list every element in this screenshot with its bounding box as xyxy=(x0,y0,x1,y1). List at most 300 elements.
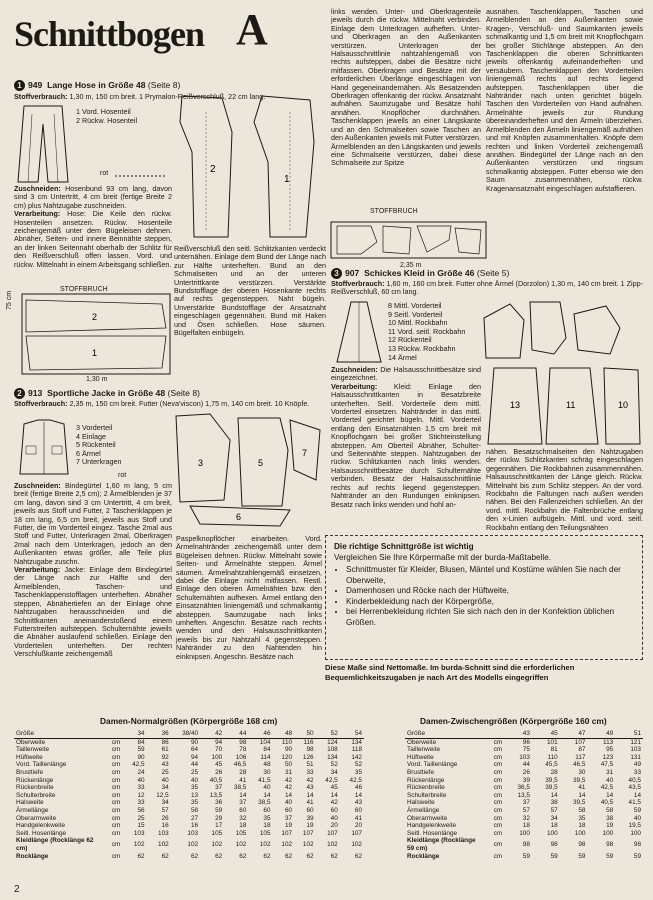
size-value: cm xyxy=(111,738,121,746)
size-value: cm xyxy=(111,753,121,761)
svg-text:3: 3 xyxy=(198,458,204,468)
size-value: 75 xyxy=(522,746,530,754)
size-measure-label: Rückenlänge xyxy=(16,776,54,784)
size-header-row xyxy=(14,730,364,738)
size-value: 59 xyxy=(550,852,558,860)
size-value: 40 xyxy=(263,784,271,792)
layout-width-949: 1,30 m xyxy=(86,376,108,383)
size-value: 110 xyxy=(547,753,558,761)
size-value: 19 xyxy=(606,822,614,830)
size-value: 60 xyxy=(284,806,293,814)
tip-intro: Vergleichen Sie Ihre Körpermaße mit der burda-Maßtabelle. xyxy=(334,552,552,562)
size-value: 43 xyxy=(306,784,314,792)
size-row xyxy=(405,769,643,777)
size-value: 41 xyxy=(239,776,247,784)
size-value: 32 xyxy=(239,814,247,822)
size-measure-label: Kleidlänge (Rocklänge 62 cm) xyxy=(16,837,94,852)
svg-text:11: 11 xyxy=(566,400,576,410)
size-value: 87 xyxy=(578,746,586,754)
size-value: 43 xyxy=(354,799,362,807)
size-value: 14 xyxy=(239,791,247,799)
size-header-cell: 54 xyxy=(340,730,364,738)
section-949-parts: 1 Vord. Hosenteil 2 Rückw. Hosenteil xyxy=(76,107,138,125)
size-value: 39 xyxy=(522,776,530,784)
size-value: cm xyxy=(493,791,503,799)
tip-item: • bei Herrenbekleidung richten Sie sich nach den in der Konfektion üblichen Größen. xyxy=(346,607,634,628)
size-value: cm xyxy=(111,799,121,807)
size-value: 42,5 xyxy=(349,776,362,784)
size-value: 35 xyxy=(263,814,271,822)
size-value: 98 xyxy=(633,841,641,849)
size-value: 48 xyxy=(263,761,271,769)
size-value: 37 xyxy=(215,784,223,792)
size-value: 98 xyxy=(550,841,558,849)
size-value: 25 xyxy=(190,768,199,776)
size-measure-label: Hüftweite xyxy=(16,753,43,761)
size-value: 41,5 xyxy=(258,776,271,784)
size-value: 110 xyxy=(281,738,293,746)
size-row xyxy=(405,830,643,838)
between-sizes-title: Damen-Zwischengrößen (Körpergröße 160 cm) xyxy=(420,716,607,726)
size-value: 40 xyxy=(161,776,169,784)
net-measure-note: Diese Maße sind Nettomaße. Im burda-Schnitt sind die erforderlichen Bequemlichkeitszugaben je nach Art des Modells eingegriffen xyxy=(325,663,575,682)
page-number: 2 xyxy=(14,884,20,895)
size-value: cm xyxy=(111,852,121,860)
size-header-cell: Größe xyxy=(405,730,483,738)
size-value: 98 xyxy=(239,738,247,746)
size-value: cm xyxy=(111,768,121,776)
svg-text:5: 5 xyxy=(258,458,264,468)
size-value: 123 xyxy=(602,753,614,761)
size-value: 40 xyxy=(633,814,641,822)
size-value: 124 xyxy=(327,738,338,746)
size-value: 51 xyxy=(306,761,314,769)
section-949-cutting: Zuschneiden: Hosenbund 93 cm lang, davon sind 3 cm Untertritt, 4 cm breit (fertige Breite 2 cm) plus Nahtzugabe zuschneiden. Verarbeitung: Hose: Die Keile den rückw. Hosenteilen ansetzen. Rückw. Hosenteile zeichengemäß unter dem Bügeleisen dehnen. Abnäher, Seiten- und innere Beinnähte steppen, an der linken Seitennaht oberhalb der Schlitz für den Reißverschluß offen lassen. Vord. und rückw. Mittelnaht in einem Arbeitsgang schließen. xyxy=(14,184,173,269)
size-header-cell: 48 xyxy=(273,730,295,738)
svg-text:13: 13 xyxy=(510,400,521,410)
size-value: 13,5 xyxy=(517,791,530,799)
size-value: cm xyxy=(493,852,503,860)
size-value: 102 xyxy=(302,841,314,849)
size-value: 36,5 xyxy=(517,784,530,792)
size-value: 100 xyxy=(519,829,530,837)
size-measure-label: Schulterbreite xyxy=(407,791,447,799)
size-row xyxy=(405,792,643,800)
size-measure-label: Rocklänge xyxy=(407,852,440,860)
size-row xyxy=(14,807,364,815)
size-value: 40 xyxy=(190,776,199,784)
size-value: 14 xyxy=(263,791,271,799)
size-value: 28 xyxy=(550,768,558,776)
size-header-cell: 45 xyxy=(532,730,560,738)
size-header-cell xyxy=(104,730,122,738)
size-measure-label: Ärmellänge xyxy=(407,806,440,814)
size-value: 28 xyxy=(239,768,247,776)
section-913-heading: 2 913 Sportliche Jacke in Größe 48 (Seite 8) xyxy=(14,388,324,399)
between-sizes-table xyxy=(405,730,643,860)
size-value: 103 xyxy=(158,829,169,837)
size-value: 108 xyxy=(327,746,338,754)
sheet-letter: A xyxy=(236,5,268,54)
tip-list xyxy=(334,565,634,628)
size-value: 102 xyxy=(133,841,145,849)
size-row xyxy=(14,830,364,838)
size-value: 40,5 xyxy=(209,776,223,784)
section-949-continued: Reißverschluß den seitl. Schlitzkanten verdeckt unternähen. Einlage dem Bund der Länge nach zur Hälfte unterheften. Bund an den Schmalseiten und an der unteren Untertrittkante verstürzen. Verstärkte Bundstofflage der oberen Hosenkante rechts auf rechts gegensteppen. Naht bügeln. Unverstärkte Bundstofflage der Ansatznaht eingeschlagen gegennähen. Bund mit Haken und Ösen schließen. Hose säumen. Bügelfalten einbügeln. xyxy=(174,244,326,338)
size-value: 58 xyxy=(606,806,614,814)
size-value: 103 xyxy=(630,746,641,754)
size-value: 24 xyxy=(137,768,145,776)
size-measure-label: Taillenweite xyxy=(407,746,441,754)
size-value: 40 xyxy=(330,814,338,822)
size-row xyxy=(405,738,643,746)
size-measure-label: Ärmellänge xyxy=(16,806,49,814)
svg-text:10: 10 xyxy=(618,400,629,410)
size-value: cm xyxy=(111,791,121,799)
svg-text:1: 1 xyxy=(92,348,98,358)
size-value: 14 xyxy=(284,791,293,799)
size-header-cell: 50 xyxy=(294,730,316,738)
size-value: cm xyxy=(493,841,503,849)
size-value: 94 xyxy=(190,753,199,761)
size-header-cell: Größe xyxy=(14,730,104,738)
size-value: cm xyxy=(493,738,503,746)
size-value: cm xyxy=(111,822,121,830)
size-row xyxy=(14,822,364,830)
size-header-cell: 47 xyxy=(560,730,588,738)
size-value: 59 xyxy=(215,806,223,814)
size-value: 142 xyxy=(351,753,362,761)
column-b-text: links wenden. Unter- und Oberkragenteile jeweils durch die rückw. Mittelnaht verbinden. Einlage dem Unterkragen aufheften. Unter- und Oberkragen an den Außenkanten verstürzen. Unterkragen der Halsausschnittlinie nahtzahlengemäß von rechts aufsteppen, dabei die Besätze nicht mitfassen. Oberkragen und Besätze mit der erforderlichen Überlänge eingeschlagen von Hand gegeneinandernähen. Als Besatzenden Oberkragen offenkantig der rückw. Ansatznaht aufnähen. Saumzugabe und Besätze hohl annähen. Knopflöcher durchnähen. Taschenklappen jeweils an einer Längskante und an den Schmalseiten sowie Taschen an den Außenkanten jeweils mit Futter verstürzen. Ärmelblenden an den Längskanten und jeweils eine Schmalseite verstürzen, dabei diese Schmalseite zur Spitze xyxy=(331,7,481,168)
size-value: 46 xyxy=(354,784,362,792)
size-value: 16 xyxy=(190,822,199,830)
size-value: 113 xyxy=(603,738,614,746)
size-value: 40 xyxy=(284,799,293,807)
size-value: 90 xyxy=(284,746,293,754)
size-value: 38 xyxy=(550,799,558,807)
tip-item: • Damenhosen und Röcke nach der Hüftweite, xyxy=(346,586,634,597)
size-value: 38,5 xyxy=(233,784,247,792)
size-value: 14 xyxy=(550,791,558,799)
size-value: 40,5 xyxy=(628,776,641,784)
size-header-cell: 44 xyxy=(224,730,248,738)
size-value: cm xyxy=(493,776,503,784)
size-row xyxy=(405,853,643,861)
size-value: 100 xyxy=(547,829,558,837)
size-value: 40,5 xyxy=(600,799,614,807)
size-value: 33 xyxy=(137,799,145,807)
size-measure-label: Brusttiefe xyxy=(407,768,434,776)
size-value: 25 xyxy=(161,768,169,776)
trouser-pattern-pieces xyxy=(172,92,322,242)
size-value: 19 xyxy=(284,822,293,830)
size-value: 120 xyxy=(281,753,293,761)
size-measure-label: Handgelenkweite xyxy=(407,822,457,830)
dress-sketch xyxy=(333,300,385,364)
size-value: 78 xyxy=(239,746,247,754)
size-value: 94 xyxy=(215,738,223,746)
size-measure-label: Oberweite xyxy=(407,738,437,746)
size-header-cell: 51 xyxy=(615,730,643,738)
size-value: 98 xyxy=(606,841,614,849)
size-value: 37 xyxy=(522,799,530,807)
size-measure-label: Handgelenkweite xyxy=(16,822,66,830)
size-measure-label: Vord. Taillenlänge xyxy=(407,761,458,769)
size-value: 60 xyxy=(354,806,362,814)
size-value: cm xyxy=(111,761,121,769)
size-value: 60 xyxy=(263,806,271,814)
size-value: 57 xyxy=(550,806,558,814)
size-header-cell: 36 xyxy=(147,730,171,738)
size-value: 107 xyxy=(574,738,586,746)
size-value: 59 xyxy=(137,746,145,754)
size-value: 105 xyxy=(235,829,247,837)
size-value: 39,5 xyxy=(572,776,586,784)
size-value: 35 xyxy=(354,768,362,776)
column-c-text: ausnähen. Taschenklappen, Taschen und Ärmelblenden an den Außenkanten sowie Kragen-, Verschluß- und Saumkanten jeweils schmalkantig und 1,5 cm breit mit Knopflochgarn bei großer Stichlänge absteppen. An den Taschenklappen die oberen Schnittkanten jeweils offenkantig aufeinanderheften und versäubern. Taschenklappen den Vorderteilen liniengemäß rechts auf rechts liegend aufsteppen. Taschenklappen über die Nahtränder nach unten gerichtet bügeln. Taschen den Vorderteilen von Hand aufnähen. Ärmelnähte jeweils zur Rundung übereinanderheften und den Ärmeln überziehen. Ärmelblenden den Ärmeln liniengemäß aufnähen und mit Knöpfen zusammenhalten. Knöpfe dem rechten und linken Vorderteil zeichengemäß annähen. Bindegürtel der Länge nach an den Außenkanten verstürzen und ringsum schmalkantig absteppen. Futter ebenso wie den Saum zusammennähen, rückw. Kragenansatznaht eingeschlagen aufstaffieren. xyxy=(486,7,643,193)
tip-item: • Kinderbekleidung nach der Körpergröße, xyxy=(346,597,634,608)
size-measure-label: Oberarmweite xyxy=(407,814,448,822)
size-value: cm xyxy=(493,753,503,761)
section-907-cutting: Zuschneiden: Die Halsausschnittbesätze sind eingezeichnet. Verarbeitung: Kleid: Einlage den Halsausschnittkanten in Besatzbreite unterheften. Seitl. Vorderteile dem mittl. Vorderteil einsetzen. Nahtränder in das mittl. Vorderteil gerichtet bügeln. Mittl. Vorderteil entlang den Einsatznähten 1,5 cm breit mit Knopflochgarn bei großer Stichteinstellung absteppen. Am Oberteil Abnäher, Schulter- und Seitennähte steppen. Nahtzugaben der rückw. Schlitzkanten nach links wenden. Halsausschnittbesätze durch Schulternähte verbinden. Besatz der Halsausschnittlinie rechts auf rechts liegend gegensteppen. Nahtränder an den Rundungen einknipsen. Besatz nach links wenden und hohl an- xyxy=(331,365,481,509)
size-measure-label: Halsweite xyxy=(16,799,44,807)
size-row xyxy=(405,815,643,823)
size-value: 102 xyxy=(259,841,271,849)
size-value: 98 xyxy=(578,841,586,849)
size-value: 104 xyxy=(259,738,271,746)
size-value: 41 xyxy=(578,784,586,792)
size-value: 46,5 xyxy=(233,761,247,769)
size-value: cm xyxy=(111,806,121,814)
section-949-fabric: Stoffverbrauch: 1,30 m, 150 cm breit. 1 Prymalon-Reißverschluß, 22 cm lang. xyxy=(14,92,266,101)
size-value: 18 xyxy=(522,822,530,830)
size-value: 101 xyxy=(547,738,558,746)
size-value: 86 xyxy=(161,738,169,746)
rot-line xyxy=(115,174,165,178)
size-value: 107 xyxy=(302,829,314,837)
size-value: 18 xyxy=(239,822,247,830)
size-value: 103 xyxy=(133,829,145,837)
size-value: 61 xyxy=(161,746,169,754)
section-913-parts: 3 Vorderteil 4 Einlage 5 Rückenteil 6 Ärmel 7 Unterkragen xyxy=(76,423,122,467)
size-value: 42 xyxy=(284,776,293,784)
size-value: 102 xyxy=(158,841,169,849)
size-measure-label: Brusttiefe xyxy=(16,768,43,776)
size-value: 44 xyxy=(190,761,199,769)
size-value: 16 xyxy=(161,822,169,830)
size-value: 59 xyxy=(606,852,614,860)
size-header-cell: 43 xyxy=(504,730,532,738)
size-value: 27 xyxy=(190,814,199,822)
size-value: 34 xyxy=(550,814,558,822)
size-header-cell: 34 xyxy=(122,730,146,738)
size-row xyxy=(14,754,364,762)
size-value: 100 xyxy=(630,829,641,837)
size-value: 43 xyxy=(161,761,169,769)
size-value: 98 xyxy=(306,746,314,754)
size-value: 41,5 xyxy=(628,799,641,807)
size-value: 14 xyxy=(606,791,614,799)
size-measure-label: Hüftweite xyxy=(407,753,434,761)
size-value: 107 xyxy=(327,829,338,837)
size-value: 14 xyxy=(306,791,314,799)
size-value: 70 xyxy=(215,746,223,754)
size-value: cm xyxy=(493,761,503,769)
size-value: 34 xyxy=(161,799,169,807)
size-value: 33 xyxy=(137,784,145,792)
size-row xyxy=(14,853,364,861)
size-value: 126 xyxy=(302,753,314,761)
svg-text:6: 6 xyxy=(236,512,242,522)
size-value: 15 xyxy=(137,822,145,830)
size-header-cell xyxy=(483,730,504,738)
layout-diagram-913 xyxy=(331,222,486,262)
size-value: 34 xyxy=(330,768,338,776)
size-value: 58 xyxy=(578,806,586,814)
size-value: 105 xyxy=(211,829,223,837)
size-value: cm xyxy=(111,776,121,784)
size-row xyxy=(14,746,364,754)
size-value: 62 xyxy=(239,852,247,860)
size-value: 20 xyxy=(354,822,362,830)
normal-sizes-title: Damen-Normalgrößen (Körpergröße 168 cm) xyxy=(100,716,278,726)
size-value: 50 xyxy=(284,761,293,769)
trousers-sketch xyxy=(16,104,71,184)
size-measure-label: Rückenlänge xyxy=(407,776,445,784)
size-value: 45,5 xyxy=(545,761,558,769)
size-value: 46,5 xyxy=(572,761,586,769)
size-measure-label: Taillenweite xyxy=(16,746,50,754)
size-value: 29 xyxy=(215,814,223,822)
section-913-fabric: Stoffverbrauch: 2,35 m, 150 cm breit. Futter (Neva'viscon) 1,75 m, 140 cm breit. 10 Knöpfe. xyxy=(14,399,310,408)
size-value: 41 xyxy=(306,799,314,807)
size-header-row xyxy=(405,730,643,738)
column-d-text: nähen. Besatzschmalseiten den Nahtzugaben der rückw. Schlitzkanten schräg eingeschlagen gegennähen. Die Rockbahnen zusammennähen. Halsausschnittkanten der Länge gleich. Rückw. Mittelnaht bis zum Schlitz steppen. An der vord. Rockbahn die Faltungen nach außen wenden nähen. Bei den Fallenzeichen schließen. An der vord. mittl. Rockbahn die Faltenbrüche entlang den x-Linien aufbügeln. Mittl. und vord. seitl. Rockbahn entlang den Teilungsnähten xyxy=(486,447,643,532)
size-value: 19 xyxy=(306,822,314,830)
size-value: 12,5 xyxy=(156,791,169,799)
size-value: 45 xyxy=(330,784,338,792)
size-value: 114 xyxy=(260,753,271,761)
size-value: 39,5 xyxy=(545,776,558,784)
layout-width-907: 2,35 m xyxy=(400,262,422,269)
size-value: 102 xyxy=(327,841,338,849)
tip-item: • Schnittmuster für Kleider, Blusen, Mäntel und Kostüme wählen Sie nach der Oberweite, xyxy=(346,565,634,586)
size-value: 14 xyxy=(354,791,362,799)
size-value: cm xyxy=(493,768,503,776)
layout-diagram-949 xyxy=(22,294,170,382)
size-value: cm xyxy=(493,814,503,822)
size-value: 36 xyxy=(215,799,223,807)
size-value: 62 xyxy=(215,852,223,860)
size-value: 44 xyxy=(522,761,530,769)
size-value: cm xyxy=(493,806,503,814)
size-value: cm xyxy=(111,746,121,754)
size-value: 102 xyxy=(235,841,247,849)
size-value: 42 xyxy=(284,784,293,792)
size-value: 57 xyxy=(161,806,169,814)
size-value: 100 xyxy=(211,753,223,761)
size-value: 39,5 xyxy=(545,784,558,792)
size-row xyxy=(405,822,643,830)
jacket-pattern-pieces xyxy=(170,410,326,530)
size-value: 134 xyxy=(327,753,338,761)
size-value: 100 xyxy=(602,829,614,837)
size-value: cm xyxy=(493,784,503,792)
size-value: 103 xyxy=(187,829,199,837)
size-row xyxy=(14,784,364,792)
size-value: 60 xyxy=(330,806,338,814)
size-row xyxy=(405,761,643,769)
size-header-cell: 46 xyxy=(248,730,272,738)
size-value: 45 xyxy=(215,761,223,769)
size-value: 13,5 xyxy=(209,791,223,799)
size-measure-label: Seitl. Hosenlänge xyxy=(407,829,458,837)
size-row xyxy=(14,769,364,777)
size-value: 59 xyxy=(633,806,641,814)
size-value: 31 xyxy=(284,768,293,776)
size-value: 32 xyxy=(522,814,530,822)
size-value: 98 xyxy=(522,841,530,849)
size-value: 90 xyxy=(137,753,145,761)
size-value: 102 xyxy=(281,841,293,849)
size-value: 52 xyxy=(354,761,362,769)
size-value: 59 xyxy=(633,852,641,860)
size-measure-label: Schulterbreite xyxy=(16,791,56,799)
size-value: 95 xyxy=(606,746,614,754)
size-value: 30 xyxy=(578,768,586,776)
size-row xyxy=(405,799,643,807)
size-measure-label: Rückenbreite xyxy=(407,784,445,792)
size-value: 34 xyxy=(161,784,169,792)
size-value: 39 xyxy=(306,814,314,822)
size-row xyxy=(14,738,364,746)
size-row xyxy=(14,792,364,800)
size-row xyxy=(405,777,643,785)
size-value: 84 xyxy=(137,738,145,746)
size-value: 26 xyxy=(161,814,169,822)
size-value: 38 xyxy=(606,814,614,822)
size-value: 62 xyxy=(161,852,169,860)
section-907-heading: 3 907 Schickes Kleid in Größe 46 (Seite 5) xyxy=(331,268,643,279)
size-value: 92 xyxy=(161,753,169,761)
size-value: 60 xyxy=(239,806,247,814)
size-value: 20 xyxy=(330,822,338,830)
size-measure-label: Rocklänge xyxy=(16,852,49,860)
size-value: 18 xyxy=(263,822,271,830)
size-value: 52 xyxy=(330,761,338,769)
size-value: 103 xyxy=(519,753,530,761)
size-row xyxy=(405,784,643,792)
size-value: 30 xyxy=(263,768,271,776)
size-value: 38,5 xyxy=(258,799,271,807)
size-header-cell: 49 xyxy=(587,730,615,738)
size-value: 25 xyxy=(137,814,145,822)
svg-text:1: 1 xyxy=(284,174,290,185)
size-value: 100 xyxy=(574,829,586,837)
size-value: 41 xyxy=(354,814,362,822)
normal-sizes-table xyxy=(14,730,364,860)
size-value: 49 xyxy=(633,761,641,769)
size-value: 60 xyxy=(306,806,314,814)
size-value: 62 xyxy=(284,852,293,860)
size-value: 42 xyxy=(306,776,314,784)
size-header-cell: 38/40 xyxy=(171,730,200,738)
size-value: 131 xyxy=(630,753,641,761)
size-value: 62 xyxy=(354,852,362,860)
size-row xyxy=(405,837,643,852)
size-value: 56 xyxy=(137,806,145,814)
size-value: 102 xyxy=(211,841,223,849)
